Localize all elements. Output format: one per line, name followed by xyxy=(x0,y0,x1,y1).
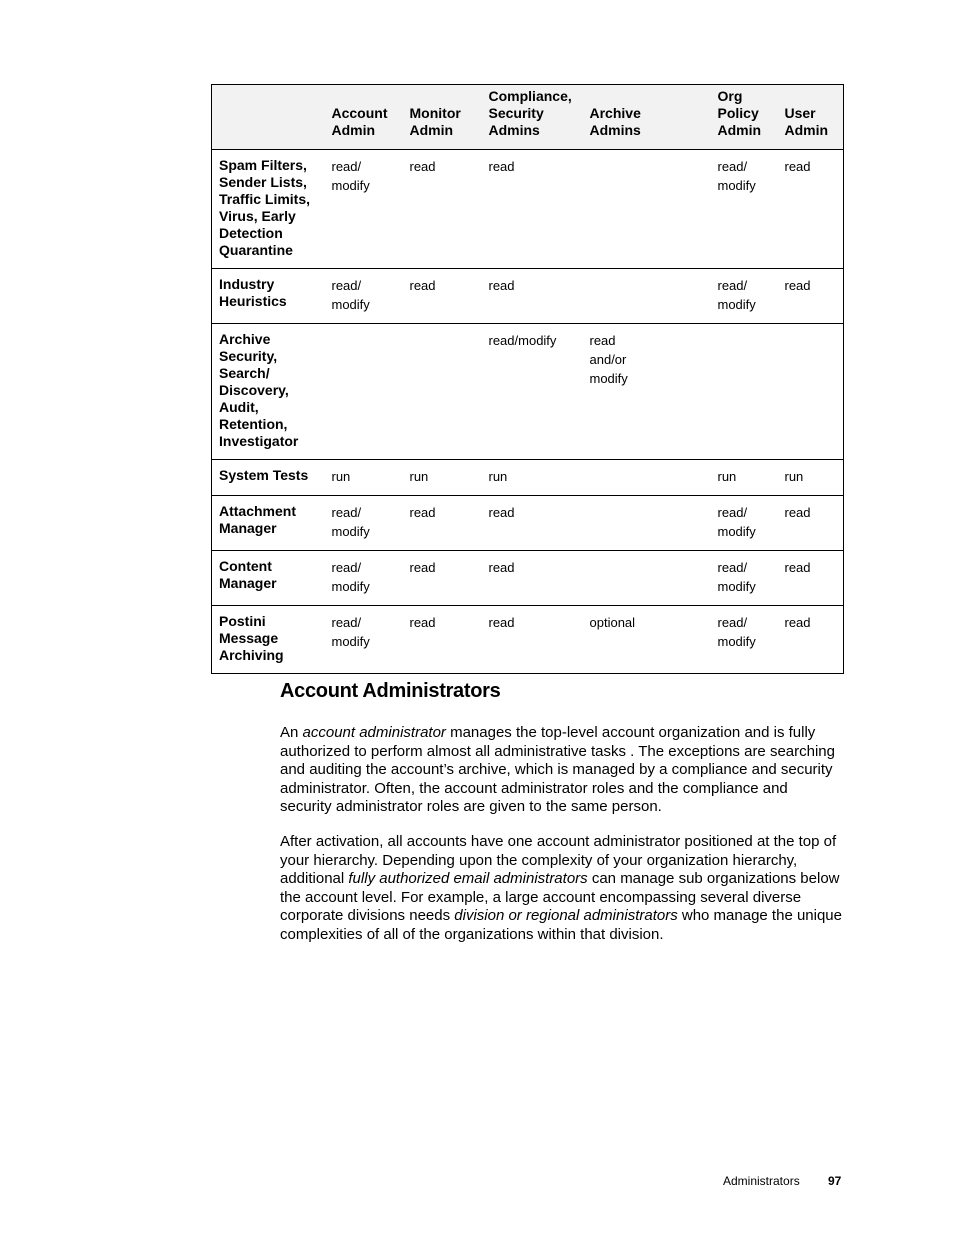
table-cell: run xyxy=(489,460,590,496)
header-cell-monitor-admin: Monitor Admin xyxy=(410,85,489,150)
footer-section-title: Administrators xyxy=(723,1174,800,1188)
header-cell xyxy=(212,85,332,150)
table-row xyxy=(212,269,844,324)
table-cell: read xyxy=(489,496,590,551)
table-row xyxy=(212,606,844,674)
table-cell: read xyxy=(410,496,489,551)
table-cell: read xyxy=(785,150,844,269)
permissions-table xyxy=(211,84,844,674)
table-row xyxy=(212,324,844,460)
table-cell: read/modify xyxy=(489,324,590,460)
row-label: Spam Filters, Sender Lists, Traffic Limits, Virus, Early Detection Quarantine xyxy=(212,150,332,269)
emphasis-term: fully authorized email administrators xyxy=(348,870,588,888)
header-cell-compliance-security-admins: Compliance, Security Admins xyxy=(489,85,590,150)
table-cell: optional xyxy=(590,606,718,674)
table-cell: read xyxy=(489,269,590,324)
table-row xyxy=(212,551,844,606)
paragraph-hierarchy xyxy=(280,833,842,945)
row-label: Postini Message Archiving xyxy=(212,606,332,674)
row-label: Industry Heuristics xyxy=(212,269,332,324)
table-cell xyxy=(590,551,718,606)
header-cell-org-policy-admin: Org Policy Admin xyxy=(718,85,785,150)
paragraph-account-administrator xyxy=(280,724,842,817)
table-cell: run xyxy=(410,460,489,496)
table-cell: read xyxy=(489,551,590,606)
table-cell: read xyxy=(785,606,844,674)
table-cell: read/ modify xyxy=(332,150,410,269)
paragraph-text: After activation, all accounts have one account administrator positioned at the top of your hierarchy. Depending upon the complexity of your organization hierarchy, additional xyxy=(280,833,837,888)
table-cell: read and/or modify xyxy=(590,324,718,460)
table-cell: read/ modify xyxy=(332,269,410,324)
row-label: System Tests xyxy=(212,460,332,496)
table-cell xyxy=(410,324,489,460)
table-header-row xyxy=(212,85,844,150)
table-cell: read xyxy=(785,496,844,551)
table-row xyxy=(212,460,844,496)
table-cell: read xyxy=(410,269,489,324)
emphasis-term: division or regional administrators xyxy=(454,907,678,925)
header-cell-user-admin: User Admin xyxy=(785,85,844,150)
table-cell xyxy=(785,324,844,460)
table-cell: read/ modify xyxy=(332,551,410,606)
row-label: Content Manager xyxy=(212,551,332,606)
table-cell xyxy=(590,460,718,496)
header-cell-account-admin: Account Admin xyxy=(332,85,410,150)
row-label: Attachment Manager xyxy=(212,496,332,551)
table-cell: read/ modify xyxy=(718,496,785,551)
table-cell: read/ modify xyxy=(718,269,785,324)
table-cell: read xyxy=(489,606,590,674)
table-cell: read xyxy=(410,606,489,674)
table-cell xyxy=(590,150,718,269)
table-cell xyxy=(590,269,718,324)
header-cell-archive-admins: Archive Admins xyxy=(590,85,718,150)
table-row xyxy=(212,496,844,551)
paragraph-text: who manage the unique complexities of all of the organizations within that division. xyxy=(280,907,842,943)
table-cell: read/ modify xyxy=(718,551,785,606)
table-cell: read/ modify xyxy=(718,150,785,269)
paragraph-text: can manage sub organizations below the account level. For example, a large account encompassing several diverse corporate divisions needs xyxy=(280,870,840,925)
table-cell: read xyxy=(489,150,590,269)
table-cell xyxy=(718,324,785,460)
emphasis-term: account administrator xyxy=(302,724,446,741)
section-heading: Account Administrators xyxy=(280,680,501,702)
table-cell xyxy=(332,324,410,460)
table-cell: read xyxy=(410,551,489,606)
table-cell: run xyxy=(785,460,844,496)
table-cell xyxy=(590,496,718,551)
paragraph-text: An xyxy=(280,724,303,741)
page-number: 97 xyxy=(828,1174,842,1188)
table-cell: read/ modify xyxy=(332,496,410,551)
table-cell: read/ modify xyxy=(718,606,785,674)
table-cell: read xyxy=(785,269,844,324)
table-cell: read xyxy=(785,551,844,606)
table-cell: run xyxy=(718,460,785,496)
table-row xyxy=(212,150,844,269)
row-label: Archive Security, Search/ Discovery, Audit, Retention, Investigator xyxy=(212,324,332,460)
paragraph-text: manages the top-level account organization and is fully authorized to perform almost all administrative tasks . The exceptions are searching and auditing the account’s archive, which is managed by a compliance and security administrator. Often, the account administrator roles and the compliance and security administrator roles are given to the same person. xyxy=(280,724,835,816)
table-cell: read/ modify xyxy=(332,606,410,674)
table-cell: read xyxy=(410,150,489,269)
table-cell: run xyxy=(332,460,410,496)
